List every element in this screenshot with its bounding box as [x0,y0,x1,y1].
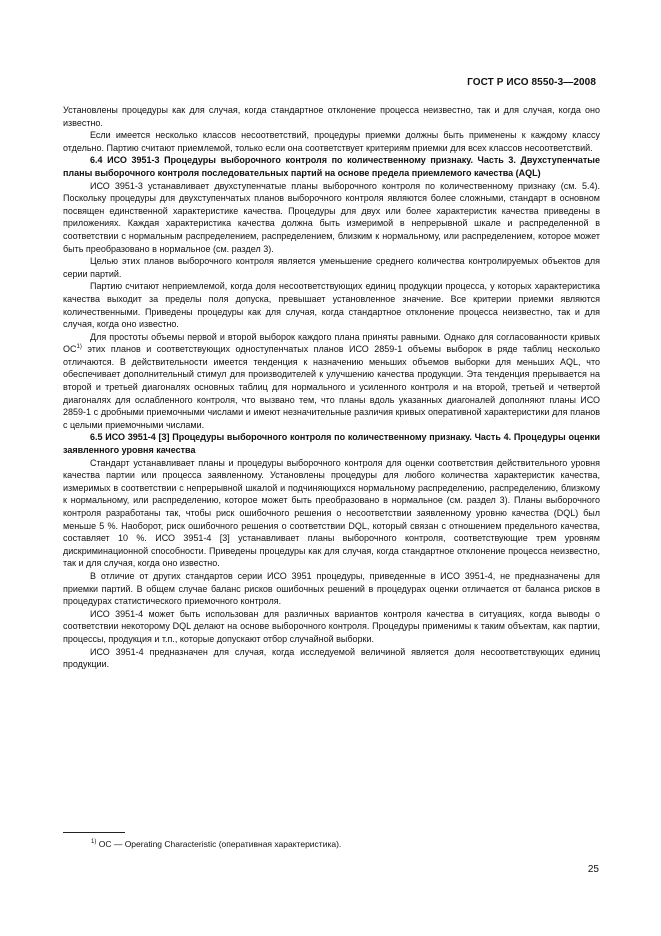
footnote-divider [63,832,125,833]
standard-header: ГОСТ Р ИСО 8550-3—2008 [467,77,596,88]
paragraph: Установлены процедуры как для случая, когда стандартное отклонение процесса неизвестно, так и для случая, когда оно известно. [63,105,600,128]
paragraph: Партию считают неприемлемой, когда доля несоответствующих единиц продукции процесса, у которых характеристика качества выходит за пределы поля допуска, превышает установленное значение. Все критерии приемки являются количественными. Приведены процедуры как для случая, когда стандартное отклонение процесса неизвестно, так и для случая, когда оно известно. [63,281,600,330]
section-heading-6-4: 6.4 ИСО 3951-3 Процедуры выборочного контроля по количественному признаку. Часть 3. Двухступенчатые планы выборочного контроля последовательных партий на основе предела приемлемого качества (AQL) [63,155,600,178]
footnote-text: ОС — Operating Characteristic (оперативная характеристика). [98,839,342,849]
footnote-marker: 1) [91,839,97,846]
paragraph: Если имеется несколько классов несоответствий, процедуры приемки должны быть применены к каждому классу отдельно. Партию считают приемлемой, только если она соответствует критериям приемки для всех классов несоответствий. [63,130,600,153]
paragraph: ИСО 3951-4 предназначен для случая, когда исследуемой величиной является доля несоответствующих единиц продукции. [63,646,600,670]
paragraph-part: этих планов и соответствующих одноступенчатых планов ИСО 2859-1 объемы выборок в ряде таблиц несколько отличаются. В действительности имеется тенденция к назначению меньших объемов выборки для меньших AQL, что обеспечивает дополнительный стимул для производителей к улучшению качества продукции. Эта тенденция прерывается на второй и третьей диагоналях основных таблиц для нормального и усиленного контроля и на второй, третьей и четвертой диагоналях для ослабленного контроля, что вызвано тем, что планы вдоль указанных диагоналей дополняют планы ИСО 2859-1 с дробными приемочными числами и имеют незначительные различия кривых оперативной характеристики для планов с целыми приемочными числами. [63,344,600,430]
footnote-reference: 1) [76,344,82,351]
page-number: 25 [587,864,599,875]
paragraph: ИСО 3951-4 может быть использован для различных вариантов контроля качества в ситуациях, когда выводы о соответствии некоторому DQL делают на основе выборочного контроля. Процедуры применимы к таким объектам, как партии, процессы, продукция и т.п., которые допускают отбор случайной выборки. [63,608,600,644]
paragraph: В отличие от других стандартов серии ИСО 3951 процедуры, приведенные в ИСО 3951-4, не предназначены для приемки партий. В общем случае баланс рисков ошибочных решений в процедурах оценки отличается от баланса рисков в процедурах статистического приемочного контроля. [63,570,600,607]
footnote [91,839,591,850]
paragraph: Стандарт устанавливает планы и процедуры выборочного контроля для оценки соответствия действительного уровня качества партии или процесса заявленному. Установлены процедуры для любого количества характеристик качества, измеримых в соответствии с непрерывной шкалой и подчиняющихся нормальному распределению, распределению, близкому к нормальному, или распределению, которое может быть преобразовано в нормальное (см. раздел 3). Планы выборочного контроля разработаны так, чтобы риск ошибочного решения о несоответствии заявленному уровню качества (DQL) был меньше 5 %. Наоборот, риск ошибочного решения о соответствии DQL, который связан с отношением предельного качества, составляет 10 %. ИСО 3951-4 [3] устанавливает планы выборочного контроля, соответствующие трем уровням дискриминационной способности. Приведены процедуры как для случая, когда стандартное отклонение процесса неизвестно, так и для случая, когда оно известно. [63,457,600,569]
paragraph: ИСО 3951-3 устанавливает двухступенчатые планы выборочного контроля по количественному признаку (см. 5.4). Поскольку процедуры для двухступенчатых планов выборочного контроля являются более сложными, стандарт в основном посвящен единственной характеристике качества. Процедуры для двух или более характеристик качества приведены в приложениях. Каждая характеристика качества должна быть измеримой в непрерывной шкале и распределенной в соответствии с нормальным распределением, распределением, близким к нормальному, или распределением, которое может быть преобразовано в нормальное (см. раздел 3). [63,180,600,254]
section-heading-6-5: 6.5 ИСО 3951-4 [3] Процедуры выборочного контроля по количественному признаку. Часть 4. Процедуры оценки заявленного уровня качества [63,432,600,456]
paragraph-with-footnote [63,331,600,432]
body-text [63,104,600,671]
paragraph: Целью этих планов выборочного контроля является уменьшение среднего количества контролируемых объектов для серии партий. [63,256,600,279]
paragraph-part: Для простоты объемы первой и второй выборок каждого плана приняты равными. Однако для согласованности кривых ОС [63,331,600,355]
